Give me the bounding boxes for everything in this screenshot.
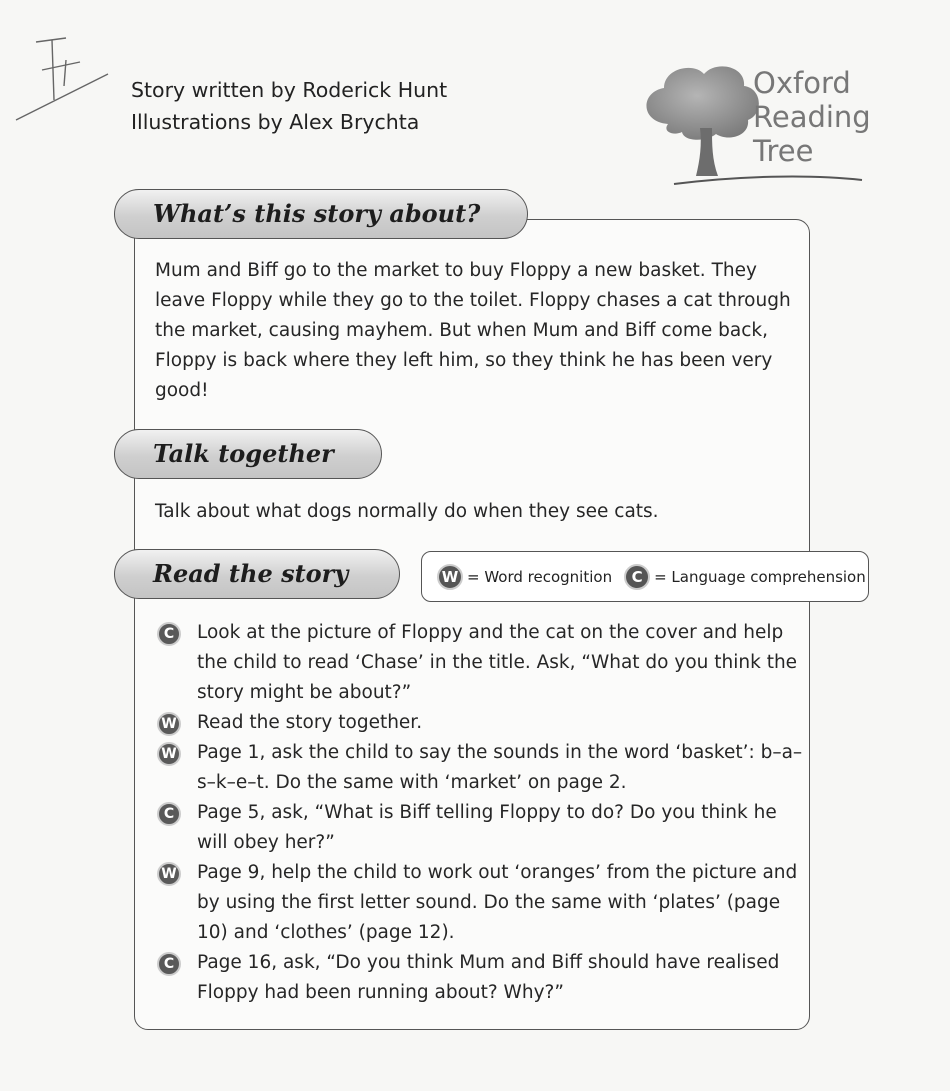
comprehension-icon: C — [157, 622, 181, 646]
logo-line-oxford: Oxford — [753, 66, 851, 100]
logo-line-tree: Tree — [753, 134, 814, 168]
heading-read-the-story: Read the story — [114, 549, 400, 599]
step-text: Page 1, ask the child to say the sounds in the word ‘basket’: b–a–s–k–e–t. Do the same with ‘market’ on page 2. — [197, 742, 803, 793]
list-item — [157, 618, 807, 708]
list-item — [157, 708, 807, 738]
illustrator-credit: Illustrations by Alex Brychta — [131, 110, 420, 134]
comprehension-icon: C — [157, 952, 181, 976]
handwritten-mark — [14, 30, 114, 125]
logo-wordmark — [753, 66, 871, 168]
logo-line-reading: Reading — [753, 100, 871, 134]
word-recognition-icon: W — [157, 742, 181, 766]
story-summary: Mum and Biff go to the market to buy Floppy a new basket. They leave Floppy while they go to the toilet. Floppy chases a cat through the market, causing mayhem. But when Mum and Biff come back, Floppy is back where they left him, so they think he has been very good! — [155, 260, 791, 401]
reading-steps — [157, 618, 807, 1008]
badge-key — [421, 551, 869, 602]
heading-whats-this-story-about: What’s this story about? — [114, 189, 528, 239]
word-recognition-label: = Word recognition — [467, 567, 613, 586]
author-credit: Story written by Roderick Hunt — [131, 78, 448, 102]
step-text: Page 9, help the child to work out ‘oranges’ from the picture and by using the first letter sound. Do the same with ‘plates’ (page 10) and ‘clothes’ (page 12). — [197, 862, 798, 943]
heading-talk-together: Talk together — [114, 429, 382, 479]
word-recognition-icon: W — [157, 862, 181, 886]
credits — [131, 74, 447, 138]
step-text: Read the story together. — [197, 712, 423, 733]
word-recognition-icon: W — [157, 712, 181, 736]
list-item — [157, 948, 807, 1008]
language-comprehension-label: = Language comprehension — [654, 567, 866, 586]
word-recognition-icon: W — [437, 564, 463, 590]
comprehension-icon: C — [157, 802, 181, 826]
step-text: Look at the picture of Floppy and the cat on the cover and help the child to read ‘Chase’ in the title. Ask, “What do you think the story might be about?” — [197, 622, 798, 703]
list-item — [157, 738, 807, 798]
step-text: Page 16, ask, “Do you think Mum and Biff should have realised Floppy had been running about? Why?” — [197, 952, 780, 1003]
list-item — [157, 798, 807, 858]
talk-prompt: Talk about what dogs normally do when they see cats. — [155, 501, 659, 522]
step-text: Page 5, ask, “What is Biff telling Floppy to do? Do you think he will obey her?” — [197, 802, 777, 853]
language-comprehension-icon: C — [624, 564, 650, 590]
list-item — [157, 858, 807, 948]
